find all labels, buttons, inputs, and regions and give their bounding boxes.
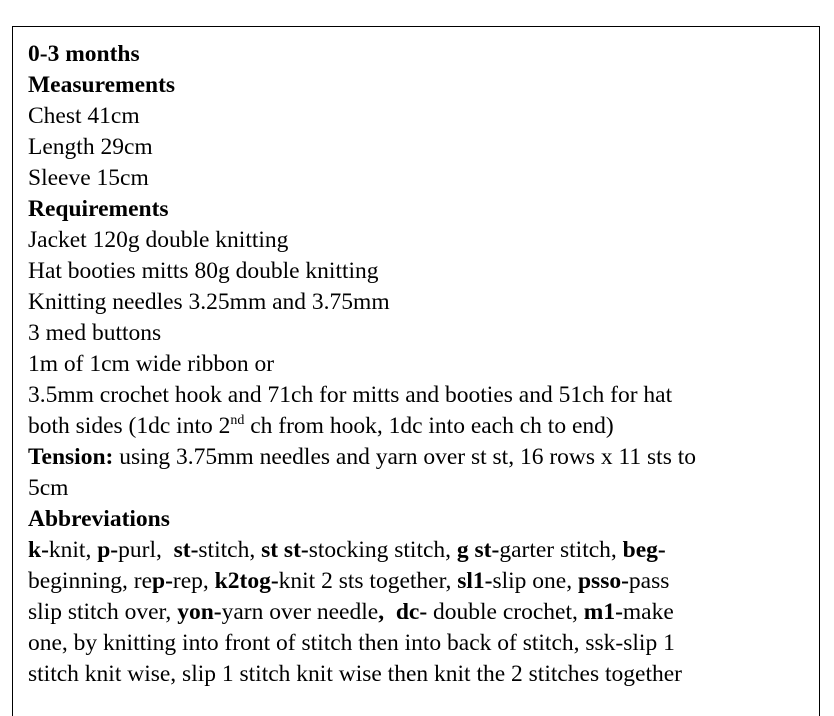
pattern-text <box>28 39 818 690</box>
abbreviation-term: sl1- <box>457 568 493 594</box>
abbreviations-heading: Abbreviations <box>28 506 170 532</box>
requirement-crochet-hook: 3.5mm crochet hook and 71ch for mitts and booties and 51ch for hat <box>28 382 673 408</box>
abbreviation-term: k2tog- <box>214 568 279 594</box>
abbreviation-line <box>28 628 818 659</box>
abbreviation-definition: yarn over needle <box>221 599 379 625</box>
abbreviation-term: psso- <box>577 568 629 594</box>
abbreviation-definition: knit 2 sts together, <box>278 568 458 594</box>
abbreviation-definition: double crochet, <box>427 599 584 625</box>
requirement-jacket: Jacket 120g double knitting <box>28 227 289 253</box>
tension-line-2: 5cm <box>28 475 69 501</box>
abbreviation-term: yon- <box>177 599 222 625</box>
tension-line <box>28 442 818 473</box>
measurements-heading: Measurements <box>28 72 176 98</box>
abbreviation-definition: stocking stitch, <box>308 537 457 563</box>
measurement-chest: Chest 41cm <box>28 103 140 129</box>
abbreviation-definition: pass <box>628 568 670 594</box>
crochet-detail-sup: nd <box>230 413 245 428</box>
abbreviation-term: p- <box>97 537 119 563</box>
abbreviation-definition: slip one, <box>492 568 578 594</box>
tension-label: Tension: <box>28 444 114 470</box>
abbreviations-list <box>28 535 818 690</box>
requirements-heading: Requirements <box>28 196 169 222</box>
abbreviation-term: beg- <box>622 537 666 563</box>
abbreviation-line <box>28 535 818 566</box>
measurement-length: Length 29cm <box>28 134 153 160</box>
size-heading: 0-3 months <box>28 41 140 67</box>
abbreviation-definition: slip stitch over, <box>28 599 178 625</box>
abbreviation-definition: stitch knit wise, slip 1 stitch knit wise then knit the 2 stitches together <box>28 661 683 687</box>
requirement-crochet-detail <box>28 411 818 442</box>
requirement-hat-booties-mitts: Hat booties mitts 80g double knitting <box>28 258 379 284</box>
abbreviation-term: st- <box>173 537 199 563</box>
tension-text: using 3.75mm needles and yarn over st st, 16 rows x 11 sts to <box>113 444 697 470</box>
crochet-detail-post: ch from hook, 1dc into each ch to end) <box>244 413 614 439</box>
measurement-sleeve: Sleeve 15cm <box>28 165 149 191</box>
abbreviation-term: p- <box>152 568 173 594</box>
abbreviation-term: , dc- <box>378 599 428 625</box>
abbreviation-definition: beginning, re <box>28 568 152 594</box>
abbreviation-line <box>28 659 818 690</box>
requirement-needles: Knitting needles 3.25mm and 3.75mm <box>28 289 390 315</box>
abbreviation-term: k- <box>28 537 49 563</box>
abbreviation-term: g st- <box>456 537 500 563</box>
abbreviation-term: m1- <box>583 599 623 625</box>
abbreviation-definition: one, by knitting into front of stitch then into back of stitch, ssk-slip 1 <box>28 630 675 656</box>
abbreviation-definition: make <box>622 599 674 625</box>
abbreviation-term: st st- <box>261 537 309 563</box>
requirement-buttons: 3 med buttons <box>28 320 162 346</box>
requirement-ribbon: 1m of 1cm wide ribbon or <box>28 351 275 377</box>
abbreviation-definition: stitch, <box>198 537 262 563</box>
abbreviation-line <box>28 597 818 628</box>
crochet-detail-pre: both sides (1dc into 2 <box>28 413 231 439</box>
abbreviation-definition: garter stitch, <box>499 537 623 563</box>
abbreviation-definition: rep, <box>172 568 215 594</box>
abbreviation-line <box>28 566 818 597</box>
abbreviation-definition: knit, <box>48 537 98 563</box>
abbreviation-definition: purl, <box>118 537 174 563</box>
